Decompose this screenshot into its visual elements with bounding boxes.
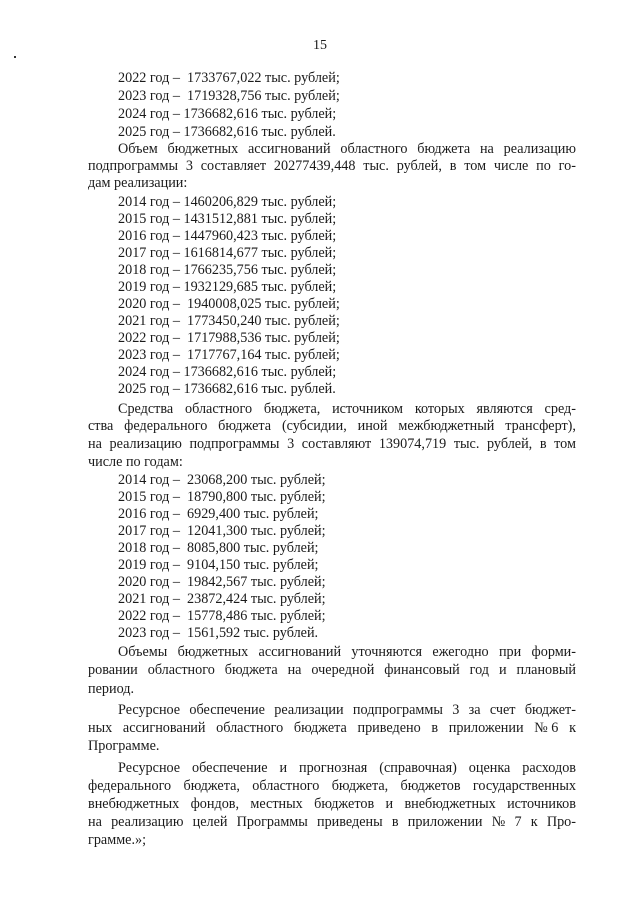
list-item: 2022 год – 1733767,022 тыс. рублей; (118, 70, 340, 86)
list-item: 2023 год – 1561,592 тыс. рублей. (118, 625, 319, 641)
paragraph-line: Объемы бюджетных ассигнований уточняются ежегодно при форми- (118, 644, 576, 660)
paragraph-line: Программе. (88, 738, 160, 754)
list-item: 2024 год – 1736682,616 тыс. рублей; (118, 106, 337, 122)
list-item: 2016 год – 6929,400 тыс. рублей; (118, 506, 319, 522)
paragraph-line: грамме.»; (88, 832, 147, 848)
paragraph-line: Объем бюджетных ассигнований областного бюджета на реализацию (118, 141, 576, 157)
paragraph-line: Средства областного бюджета, источником которых являются сред- (118, 401, 576, 417)
paragraph-line: внебюджетных фондов, местных бюджетов и внебюджетных источников (88, 796, 576, 812)
list-item: 2025 год – 1736682,616 тыс. рублей. (118, 381, 336, 397)
list-item: 2017 год – 1616814,677 тыс. рублей; (118, 245, 337, 261)
list-item: 2017 год – 12041,300 тыс. рублей; (118, 523, 326, 539)
paragraph-line: период. (88, 681, 135, 697)
paragraph-line: дам реализации: (88, 175, 188, 191)
paragraph-line: числе по годам: (88, 454, 183, 470)
scan-speck (14, 56, 16, 58)
paragraph-line: на реализацию целей Программы приведены в приложении № 7 к Про- (88, 814, 576, 830)
list-item: 2023 год – 1719328,756 тыс. рублей; (118, 88, 340, 104)
list-item: 2016 год – 1447960,423 тыс. рублей; (118, 228, 337, 244)
list-item: 2018 год – 8085,800 тыс. рублей; (118, 540, 319, 556)
paragraph-line: ных ассигнований областного бюджета приведено в приложении № 6 к (88, 720, 576, 736)
list-item: 2014 год – 23068,200 тыс. рублей; (118, 472, 326, 488)
list-item: 2023 год – 1717767,164 тыс. рублей; (118, 347, 340, 363)
list-item: 2020 год – 1940008,025 тыс. рублей; (118, 296, 340, 312)
paragraph-line: подпрограммы 3 составляет 20277439,448 тыс. рублей, в том числе по го- (88, 158, 576, 174)
list-item: 2015 год – 1431512,881 тыс. рублей; (118, 211, 337, 227)
list-item: 2019 год – 1932129,685 тыс. рублей; (118, 279, 337, 295)
list-item: 2021 год – 23872,424 тыс. рублей; (118, 591, 326, 607)
list-item: 2015 год – 18790,800 тыс. рублей; (118, 489, 326, 505)
list-item: 2019 год – 9104,150 тыс. рублей; (118, 557, 319, 573)
page-number: 15 (313, 38, 327, 53)
list-item: 2022 год – 15778,486 тыс. рублей; (118, 608, 326, 624)
paragraph-line: Ресурсное обеспечение реализации подпрограммы 3 за счет бюджет- (118, 702, 576, 718)
list-item: 2021 год – 1773450,240 тыс. рублей; (118, 313, 340, 329)
paragraph-line: ства федерального бюджета (субсидии, иной межбюджетный трансферт), (88, 418, 576, 434)
paragraph-line: федерального бюджета, областного бюджета, бюджетов государственных (88, 778, 576, 794)
paragraph-line: ровании областного бюджета на очередной финансовый год и плановый (88, 662, 576, 678)
list-item: 2018 год – 1766235,756 тыс. рублей; (118, 262, 337, 278)
list-item: 2014 год – 1460206,829 тыс. рублей; (118, 194, 337, 210)
list-item: 2025 год – 1736682,616 тыс. рублей. (118, 124, 336, 140)
list-item: 2020 год – 19842,567 тыс. рублей; (118, 574, 326, 590)
list-item: 2024 год – 1736682,616 тыс. рублей; (118, 364, 337, 380)
list-item: 2022 год – 1717988,536 тыс. рублей; (118, 330, 340, 346)
paragraph-line: Ресурсное обеспечение и прогнозная (справочная) оценка расходов (118, 760, 576, 776)
paragraph-line: на реализацию подпрограммы 3 составляют 139074,719 тыс. рублей, в том (88, 436, 576, 452)
